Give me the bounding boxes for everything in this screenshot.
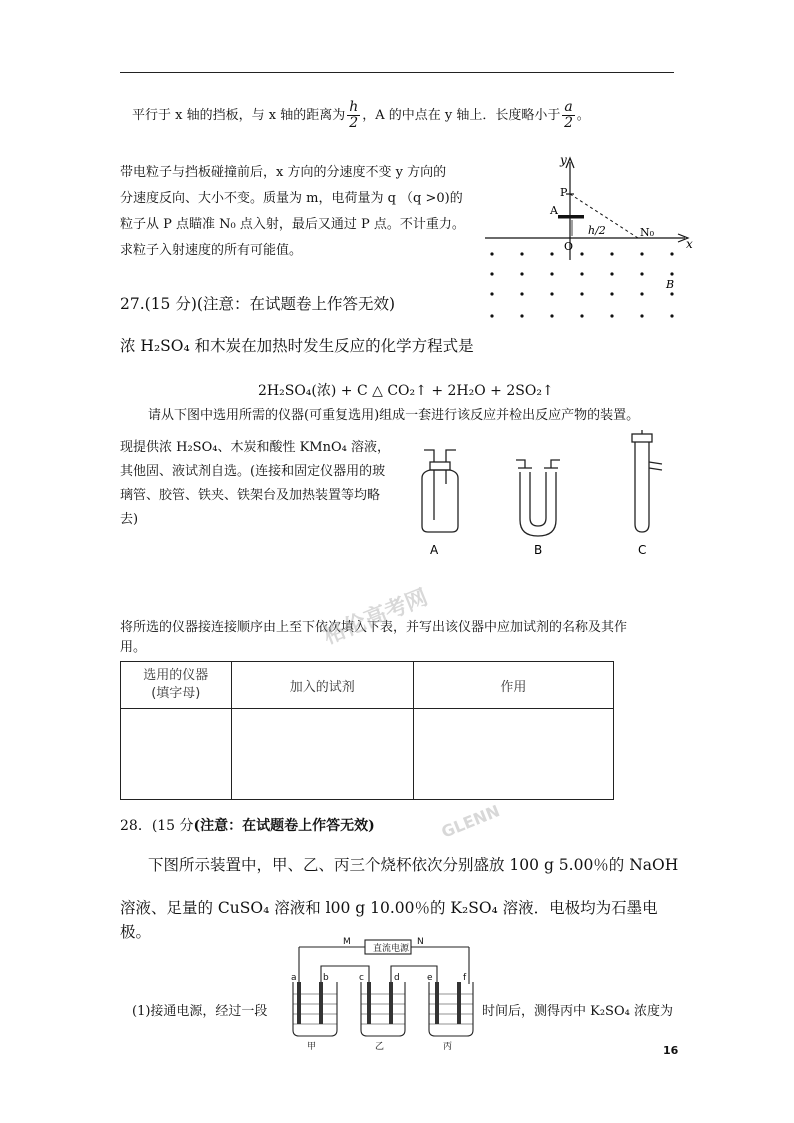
field-dots	[490, 252, 673, 317]
table-cell-instrument[interactable]	[121, 709, 232, 800]
n0-label: N₀	[640, 226, 655, 239]
apparatus-c-label: C	[638, 543, 647, 557]
q27-heading: 27.(15 分)(注意：在试题卷上作答无效)	[120, 295, 395, 313]
origin-label: O	[564, 240, 574, 253]
q28-heading: 28．(15 分(注意：在试题卷上作答无效)	[120, 818, 375, 834]
q28-sub1-a: (1)接通电源，经过一段	[132, 1004, 268, 1019]
watermark-text: GLENN	[438, 801, 503, 842]
table-header-reagent: 加入的试剂	[231, 662, 413, 709]
m-terminal-label: M	[343, 937, 351, 947]
apparatus-b-label: B	[534, 543, 543, 557]
table-cell-purpose[interactable]	[413, 709, 613, 800]
power-supply-label: 直流电源	[373, 944, 410, 954]
n-terminal-label: N	[417, 937, 424, 947]
fraction-a-over-2: $\frac{a}{2}$	[564, 99, 574, 131]
table-header-purpose: 作用	[413, 662, 613, 709]
q26-body-line: 分速度反向、大小不变。质量为 m，电荷量为 q （q >0)的	[120, 191, 463, 206]
barrier-a-label: A	[550, 204, 558, 217]
page-number: 16	[663, 1044, 679, 1057]
q26-body	[120, 160, 480, 264]
y-axis-label: y	[560, 153, 567, 167]
table-header-instrument: 选用的仪器 (填字母)	[121, 662, 232, 709]
fraction-h-over-2: $\frac{h}{2}$	[349, 99, 359, 131]
beaker-bing-label: 丙	[443, 1042, 453, 1052]
q26-line1-a: 平行于 x 轴的挡板，与 x 轴的距离为	[132, 108, 346, 123]
q28-line1: 下图所示装置中，甲、乙、丙三个烧杯依次分别盛放 100 g 5.00％的 NaOH	[148, 856, 679, 874]
q27-fill-line: 用。	[120, 640, 147, 655]
electrolysis-figure	[283, 934, 483, 1054]
electrode-e-label: e	[427, 973, 433, 983]
q27-intro: 浓 H₂SO₄ 和木炭在加热时发生反应的化学方程式是	[120, 337, 474, 355]
q28-sub1-b: 时间后，测得丙中 K₂SO₄ 浓度为	[482, 1004, 673, 1019]
q26-body-line: 带电粒子与挡板碰撞前后，x 方向的分速度不变 y 方向的	[120, 165, 447, 180]
beaker-jia-label: 甲	[307, 1042, 317, 1052]
q26-body-line: 求粒子入射速度的所有可能值。	[120, 243, 303, 258]
table-row	[121, 709, 614, 800]
q26-line1: 平行于 x 轴的挡板，与 x 轴的距离为 $\frac{h}{2}$ ，A 的中点在 y 轴上．长度略小于 $\frac{a}{2}$ 。	[132, 99, 590, 131]
electrode-d-label: d	[394, 973, 400, 983]
apparatus-b-icon	[516, 460, 560, 536]
header-rule	[120, 72, 674, 73]
q27-fill-line: 将所选的仪器接连接顺序由上至下依次填入下表，并写出该仪器中应加试剂的名称及其作	[120, 620, 628, 635]
apparatus-c-icon	[632, 430, 662, 532]
q27-equation: 2H₂SO₄(浓) + C △ CO₂↑ + 2H₂O + 2SO₂↑	[258, 383, 554, 399]
apparatus-a-label: A	[430, 543, 439, 557]
apparatus-a-icon	[422, 450, 458, 532]
q26-line1-b: ，A 的中点在 y 轴上．长度略小于	[362, 108, 561, 123]
p-label: P	[560, 186, 568, 199]
electrodes	[297, 982, 461, 1024]
q27-supply-line: 其他固、液试剂自选。(连接和固定仪器用的玻	[120, 464, 386, 479]
electrode-c-label: c	[359, 973, 364, 983]
q28-line2: 溶液、足量的 CuSO₄ 溶液和 l00 g 10.00％的 K₂SO₄ 溶液．电极均为石墨电极。	[120, 899, 658, 941]
b-field-label: B	[666, 278, 675, 291]
electrode-a-label: a	[291, 973, 297, 983]
answer-table	[120, 661, 614, 800]
q27-supply-line: 璃管、胶管、铁夹、铁架台及加热装置等均略	[120, 488, 381, 503]
q27-fill-instruction	[120, 618, 680, 658]
q27-supply	[120, 436, 420, 532]
magnetic-field-figure	[480, 150, 700, 325]
q27-supply-line: 现提供浓 H₂SO₄、木炭和酸性 KMnO₄ 溶液，	[120, 440, 390, 455]
h2-label: h/2	[588, 224, 606, 237]
q26-body-line: 粒子从 P 点瞄准 N₀ 点入射，最后又通过 P 点。不计重力。	[120, 217, 465, 232]
x-axis-label: x	[686, 237, 693, 251]
table-cell-reagent[interactable]	[231, 709, 413, 800]
table-header-row	[121, 662, 614, 709]
barrier-a	[558, 215, 584, 219]
electrode-f-label: f	[463, 973, 467, 983]
electrode-b-label: b	[323, 973, 329, 983]
watermark-text: 格伦高考网	[320, 585, 432, 650]
apparatus-figure	[410, 428, 680, 562]
q27-task: 请从下图中选用所需的仪器(可重复选用)组成一套进行该反应并检出反应产物的装置。	[148, 408, 640, 423]
q27-supply-line: 去)	[120, 512, 139, 527]
beaker-yi-label: 乙	[375, 1042, 385, 1052]
